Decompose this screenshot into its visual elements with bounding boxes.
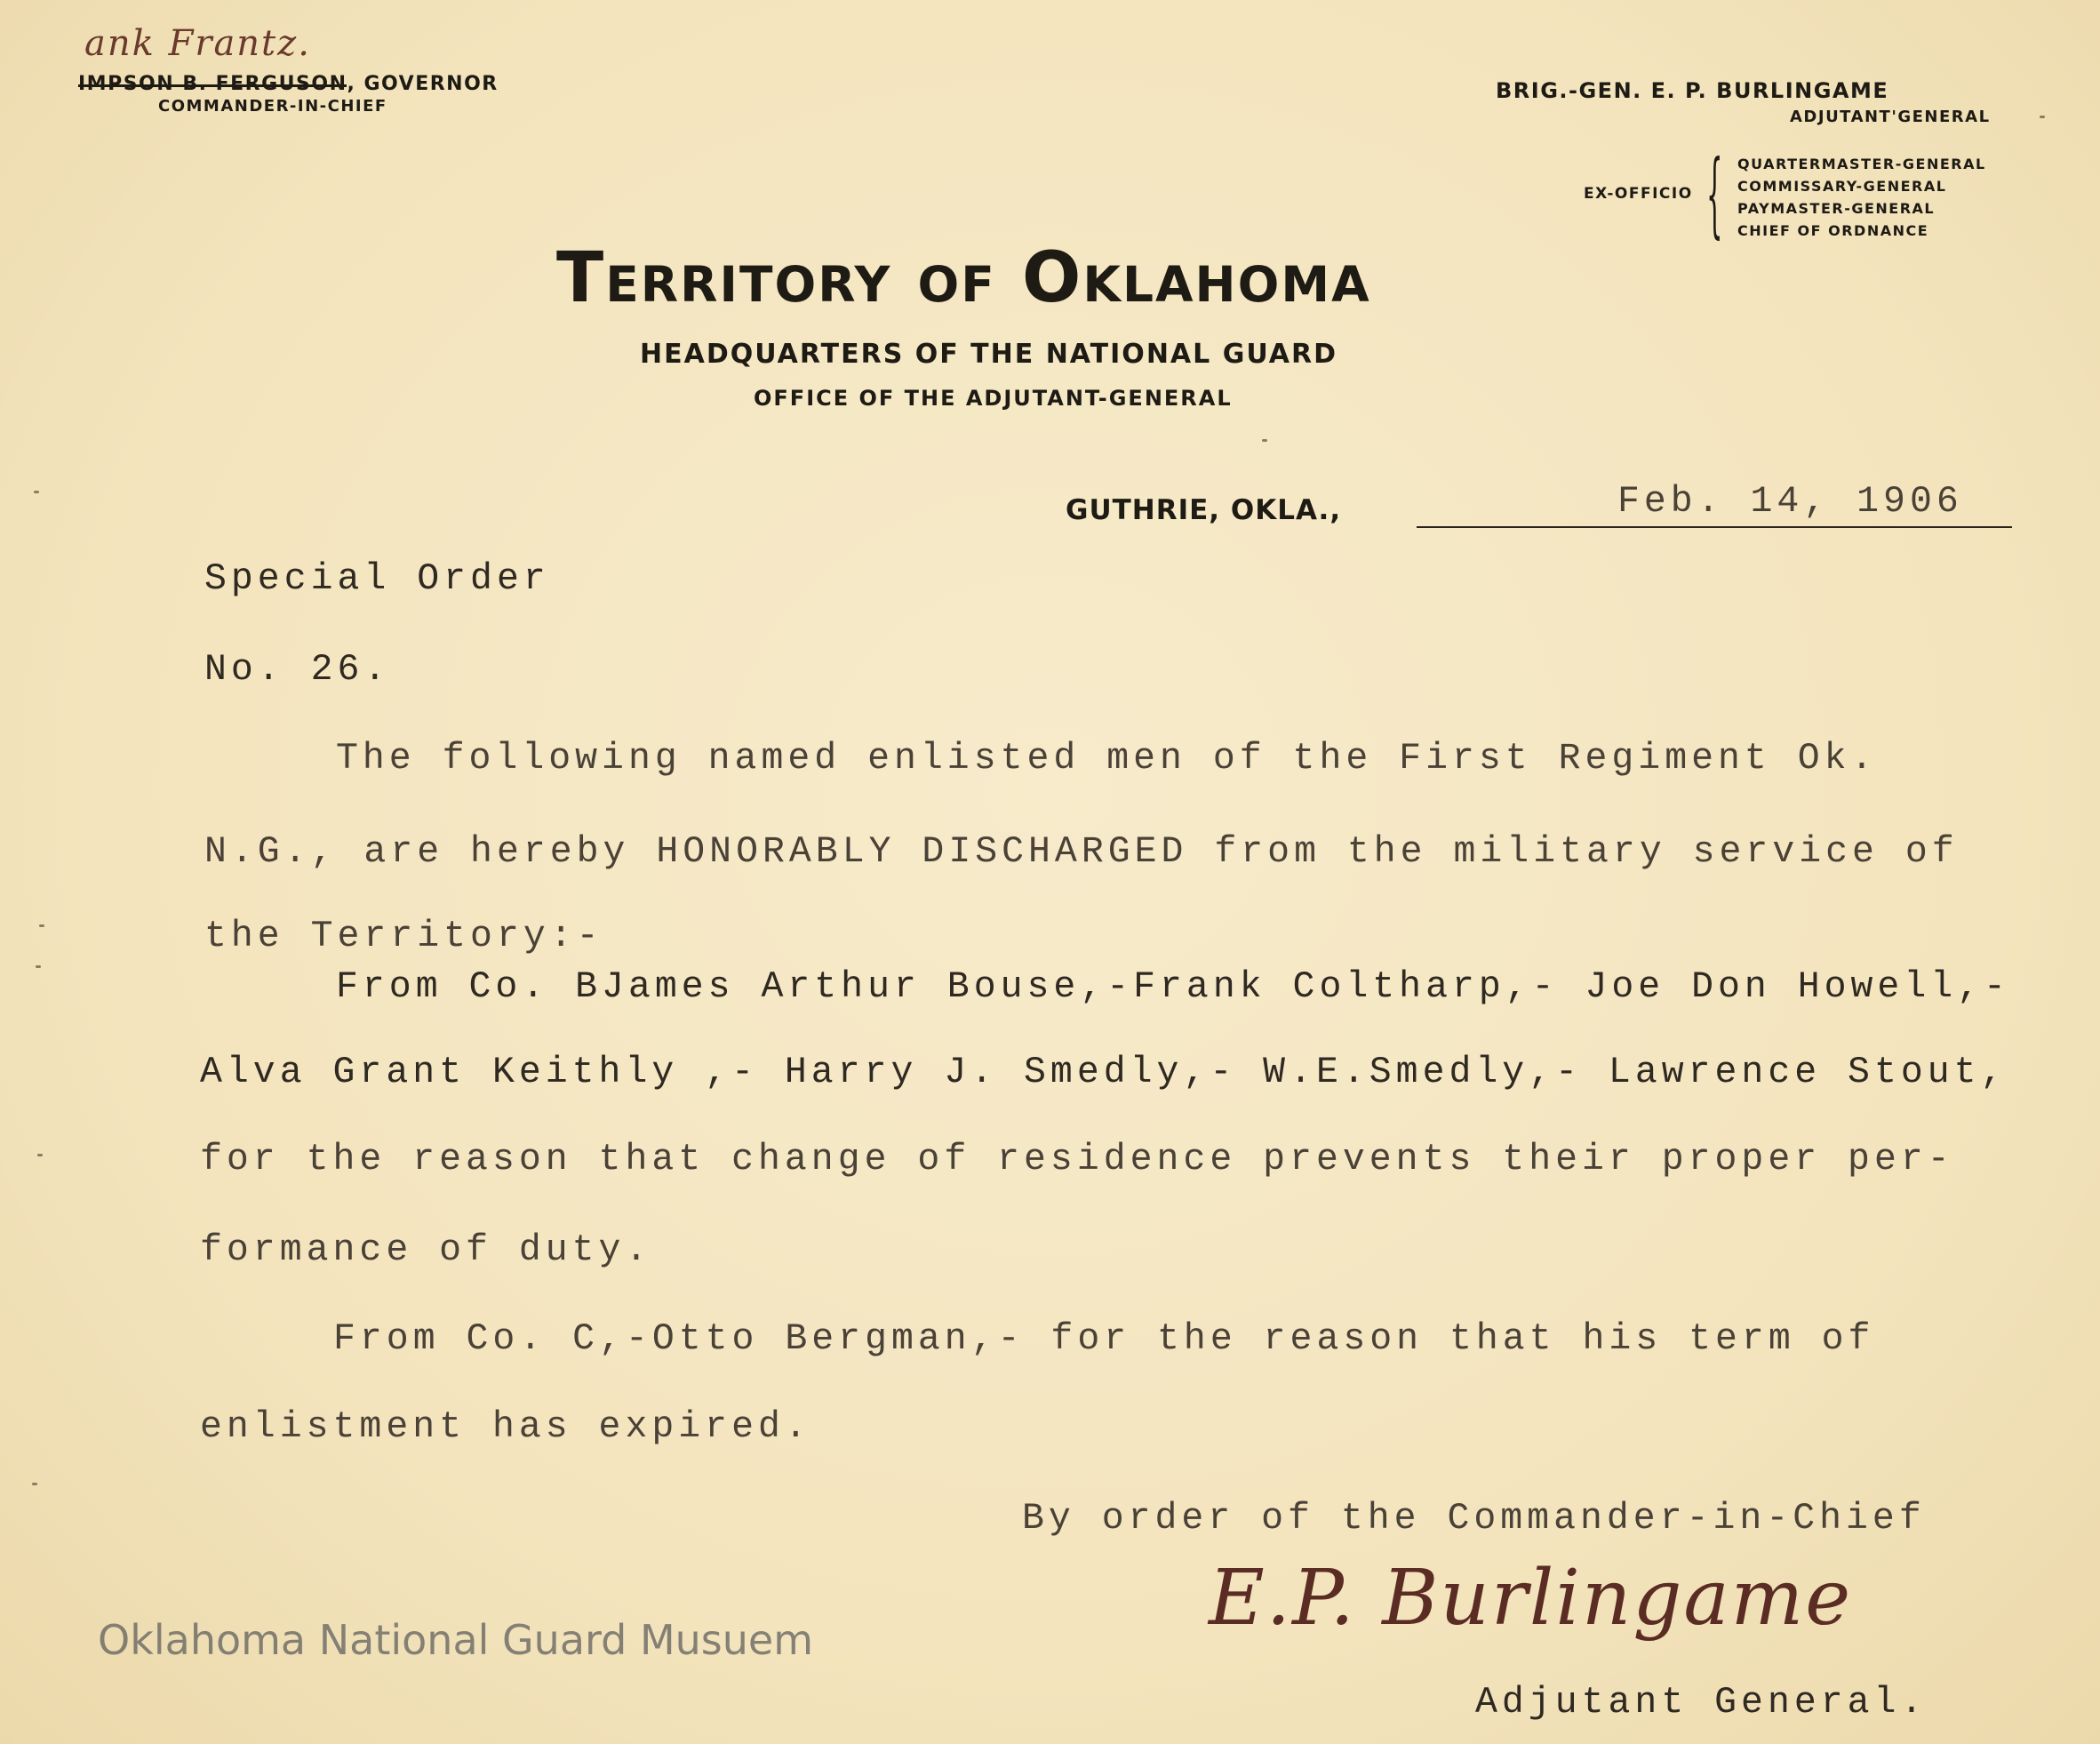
body-line: The following named enlisted men of the First Regiment Ok.: [336, 738, 1878, 780]
paper-speck: [39, 924, 44, 927]
order-number: No. 26.: [204, 649, 391, 691]
ex-officio-roles: [1737, 153, 1986, 242]
ex-officio-role: COMMISSARY-GENERAL: [1737, 178, 1947, 195]
paper-speck: [1262, 439, 1267, 442]
signatory-title: Adjutant General.: [1475, 1682, 1928, 1724]
ex-officio-role: QUARTERMASTER-GENERAL: [1737, 156, 1986, 172]
order-heading: Special Order: [204, 558, 550, 600]
watermark: Oklahoma National Guard Musuem: [98, 1616, 814, 1664]
body-line: for the reason that change of residence prevents their proper per-: [200, 1139, 1954, 1180]
order-line: By order of the Commander-in-Chief: [1022, 1498, 1926, 1540]
letter-date: Feb. 14, 1906: [1617, 481, 1963, 523]
letterhead-title: Territory of Oklahoma: [556, 238, 1371, 318]
body-line: Alva Grant Keithly ,- Harry J. Smedly,- W.E.Smedly,- Lawrence Stout,: [200, 1052, 2008, 1093]
body-line: N.G., are hereby HONORABLY DISCHARGED from the military service of: [204, 831, 1959, 873]
date-rule: [1417, 526, 2012, 528]
paper-speck: [2040, 116, 2045, 118]
ex-officio-label: EX-OFFICIO: [1584, 185, 1693, 203]
ex-officio-role: CHIEF OF ORDNANCE: [1737, 222, 1929, 239]
governor-line: [78, 73, 499, 95]
letterhead-office: OFFICE OF THE ADJUTANT-GENERAL: [754, 386, 1233, 411]
ex-officio-role: PAYMASTER-GENERAL: [1737, 200, 1936, 217]
body-line: the Territory:-: [204, 916, 603, 957]
brace-icon: {: [1706, 140, 1723, 248]
adjutant-general-title: ADJUTANT'GENERAL: [1790, 108, 1991, 126]
commander-in-chief-label: COMMANDER-IN-CHIEF: [158, 97, 387, 116]
governor-title: , GOVERNOR: [347, 73, 499, 95]
paper-speck: [32, 1483, 37, 1485]
place-label: GUTHRIE, OKLA.,: [1066, 494, 1342, 526]
body-line: enlistment has expired.: [200, 1406, 811, 1448]
adjutant-general-name: BRIG.-GEN. E. P. BURLINGAME: [1496, 78, 1889, 103]
signature: E.P. Burlingame: [1209, 1554, 1853, 1643]
paper-speck: [36, 965, 41, 968]
struck-governor-name: IMPSON B. FERGUSON: [78, 73, 347, 95]
letterhead-subtitle: HEADQUARTERS OF THE NATIONAL GUARD: [640, 339, 1337, 370]
body-line: From Co. BJames Arthur Bouse,-Frank Coltharp,- Joe Don Howell,-: [336, 966, 2010, 1008]
paper-speck: [34, 491, 39, 493]
paper-speck: [37, 1154, 43, 1156]
handwritten-governor-name: ank Frantz.: [84, 23, 311, 64]
body-line: formance of duty.: [200, 1229, 652, 1271]
body-line: From Co. C,-Otto Bergman,- for the reason that his term of: [333, 1318, 1875, 1360]
